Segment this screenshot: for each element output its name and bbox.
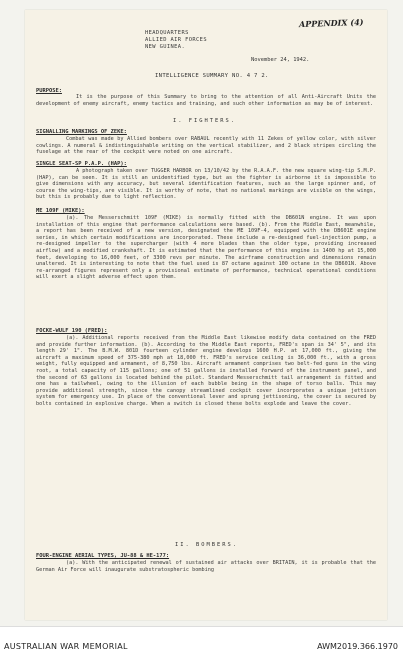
footer-institution: AUSTRALIAN WAR MEMORIAL bbox=[4, 642, 128, 651]
para-text-four-engine: (a). With the anticipated renewal of sustained air attacks over BRITAIN, it is probable that the German Air Force will inaugurate substratospheric bombing bbox=[36, 560, 376, 573]
document-page bbox=[25, 10, 387, 620]
section-heading-fighters: I. FIGHTERS. bbox=[173, 118, 236, 124]
purpose-text: It is the purpose of this Summary to bring to the attention of all Anti-Aircraft Units the development of enemy aircraft, enemy tactics and training, and such other information as may be of interest. bbox=[36, 94, 376, 107]
para-text-hap: A photograph taken over TUGGER HARBOR on 13/10/42 by the R.A.A.F. the new square wing-tip S.M.P. (HAP), can be seen. It is still an unidentified type, but as the fighter is airborne it is impossible to give dimensions with any accuracy, but several identification features, such as the large spinner and, of course the wing-tips, are visible. It is worthy of note, that no national markings are visible on the wings, but this is probably due to light reflection. bbox=[36, 168, 376, 201]
para-heading-fred: FOCKE-WULF 190 (FRED): bbox=[36, 328, 108, 334]
para-heading-zeke: SIGNALLING MARKINGS OF ZEKE: bbox=[36, 129, 127, 135]
document-title: INTELLIGENCE SUMMARY NO. 4 7 2. bbox=[155, 73, 269, 79]
para-text-mike: (a). The Messerschmitt 109F (MIKE) is normally fitted with the DB601N engine. It was upon installation of this engine that performance calculations were based. (b). From the Middle East, meanwhile, a report has been received of a new version, designated the ME 109F-4, equipped with the DB601E engine series, in which certain modifications are incorporated. These include a re-designed fuel-injection pump, a re-designed impeller to the supercharger (with 4 more blades than the older type, providing increased airflow) and a modified crankshaft. It is estimated that the performance of this engine is 1400 hp at 15,000 feet, developing to 16,000 feet, of 3300 revs per minute. The airframe construction and dimensions remain unaltered. It is interesting to note that the fuel used is 87 octane against 100 octane in the DB601N. Above re-arranged figures represent only a provisional estimate of performance, technical operational conditions will exert a slight adverse effect upon them. bbox=[36, 215, 376, 281]
document-date: November 24, 1942. bbox=[251, 57, 310, 63]
footer-accession-number: AWM2019.366.1970 bbox=[317, 642, 398, 651]
purpose-heading: PURPOSE: bbox=[36, 88, 62, 94]
letterhead-line: NEW GUINEA. bbox=[145, 44, 186, 50]
archive-footer bbox=[0, 626, 403, 654]
para-heading-hap: SINGLE SEAT-SP P.A.P. (HAP): bbox=[36, 161, 127, 167]
para-text-zeke: Combat was made by Allied bombers over RABAUL recently with 11 Zekes of yellow color, with silver cowlings. A numeral & indistinguishable writing on the vertical stabilizer, and 2 black stripes circling the fuselage at the rear of the cockpit were noted on one aircraft. bbox=[36, 136, 376, 156]
para-text-fred: (a). Additional reports received from the Middle East likewise modify data contained on the FRED and provide further information. (b). According to the Middle East reports, FRED's span is 34' 5", and its length 29' 1". The B.M.W. 801D fourteen cylinder engine develops 1600 H.P. at 17,000 ft., giving the aircraft a maximum speed of 375-380 mph at 18,000 ft. FRED's service ceiling is 36,000 ft., with a gross weight, fully equipped and armament, of 8,750 lbs. Aircraft armament comprises two belt-fed guns in the wing root, a total capacity of 115 gallons; one of 51 gallons is installed forward of the instrument panel, and the second of 63 gallons is located behind the pilot. Standard Messerschmitt tail arrangement is fitted and one has a tailwheel, owing to the illusion of each bubble being in the shape of torso balls. This may provide additional strength, since the canopy streamlined cockpit cover incorporates a unique jettison system for emergency use. In place of the conventional lever and sprung jettisoning, the cover is secured by bolts contained in explosive charge. When a switch is closed these bolts explode and leave the cover. bbox=[36, 335, 376, 407]
letterhead bbox=[145, 30, 207, 51]
handwritten-annotation: APPENDIX (4) bbox=[298, 16, 364, 30]
letterhead-line: HEADQUARTERS bbox=[145, 30, 189, 36]
letterhead-line: ALLIED AIR FORCES bbox=[145, 37, 207, 43]
para-heading-four-engine: FOUR-ENGINE AERIAL TYPES, JU-88 & HE-177: bbox=[36, 553, 170, 559]
para-heading-mike: ME 109F (MIKE): bbox=[36, 208, 85, 214]
section-heading-bombers: II. BOMBERS. bbox=[175, 542, 238, 548]
